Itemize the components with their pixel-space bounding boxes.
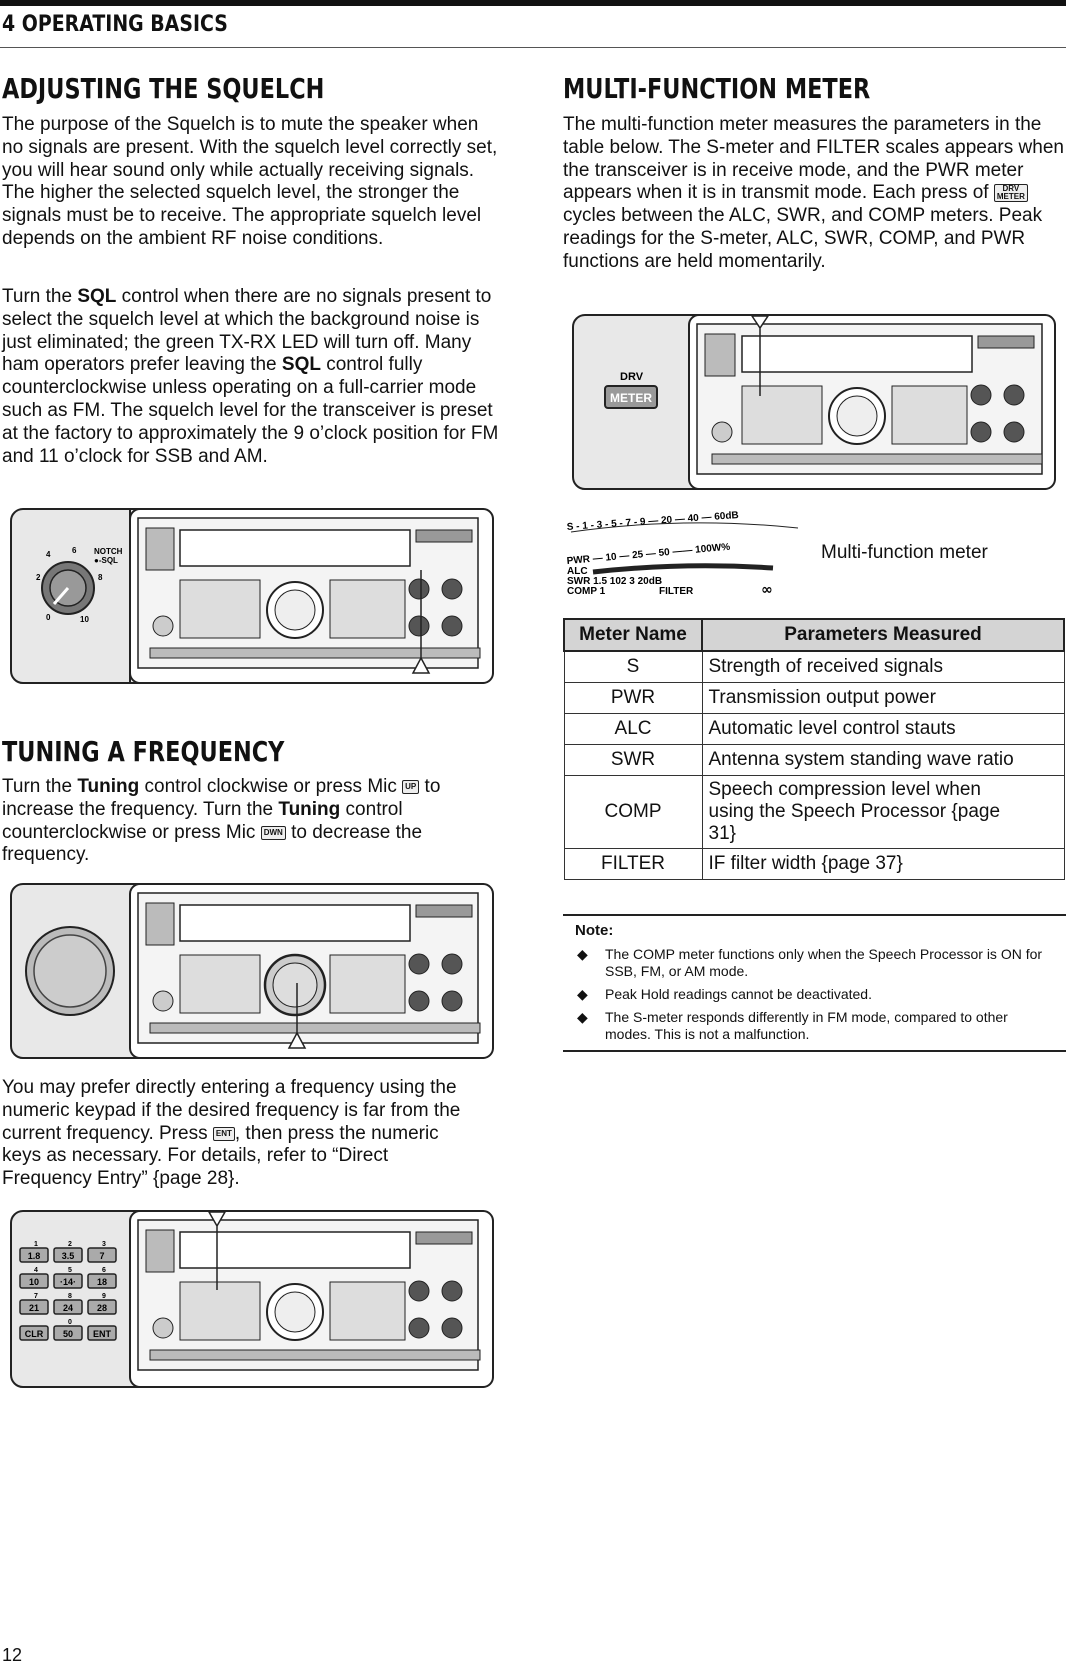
tuning-paragraph-2: You may prefer directly entering a frequency using the numeric keypad if the desired frequency is far from the current frequency. Press ENT , then press the numeric keys as necessary. For details, refer to “Direct Frequency Entry” {page 28}. bbox=[2, 1077, 461, 1190]
diamond-bullet-icon: ◆ bbox=[577, 986, 588, 1002]
meter-heading: MULTI-FUNCTION METER bbox=[563, 72, 871, 105]
table-row: ALC Automatic level control stauts bbox=[564, 714, 1064, 745]
squelch-paragraph-1: The purpose of the Squelch is to mute the speaker when no signals are present. With the squelch level correctly set, you will hear sound only while actually receiving signals. The higher the selected squelch level, the stronger the signals must be to receive. The appropriate squelch level depends on the ambient RF noise conditions. bbox=[2, 114, 498, 249]
comp-scale: COMP 1 bbox=[567, 586, 606, 597]
mic-dwn-key-icon: DWN bbox=[261, 826, 286, 840]
infinity-mark: ∞ bbox=[761, 582, 773, 598]
list-item: ◆ The COMP meter functions only when the Speech Processor is ON for SSB, FM, or AM mode. bbox=[577, 946, 1043, 979]
keypad-key-number: 1 bbox=[34, 1241, 38, 1248]
keypad-key-label: 50 bbox=[62, 1329, 74, 1339]
keypad-key-label: 3.5 bbox=[61, 1251, 75, 1261]
keypad-key-label: 1.8 bbox=[27, 1251, 41, 1261]
keypad-key-label: 10 bbox=[28, 1277, 40, 1287]
table-row: FILTER IF filter width {page 37} bbox=[564, 849, 1064, 880]
column-header-parameters: Parameters Measured bbox=[702, 619, 1064, 651]
top-border-rule bbox=[0, 0, 1066, 6]
transceiver-panel-icon bbox=[138, 893, 480, 1043]
list-item: ◆ The S-meter responds differently in FM mode, compared to other modes. This is not a malfunction. bbox=[577, 1009, 1008, 1042]
sql-control-label: SQL bbox=[77, 286, 117, 307]
sql-label: ●-SQL bbox=[94, 556, 118, 565]
transceiver-panel-icon bbox=[138, 518, 480, 668]
swr-scale: SWR 1.5 102 3 20dB bbox=[567, 576, 663, 587]
meter-scale-figure bbox=[563, 508, 813, 600]
keypad-key-number: 9 bbox=[102, 1293, 106, 1300]
diamond-bullet-icon: ◆ bbox=[577, 946, 588, 962]
note-title: Note: bbox=[575, 922, 614, 939]
keypad-key-label: 21 bbox=[28, 1303, 40, 1313]
tuning-heading: TUNING A FREQUENCY bbox=[2, 735, 285, 768]
tuning-knob-icon bbox=[26, 927, 114, 1015]
meter-caption: Multi-function meter bbox=[821, 542, 988, 563]
list-item: ◆ Peak Hold readings cannot be deactivated. bbox=[577, 986, 872, 1002]
keypad-key-label: ·14· bbox=[59, 1277, 77, 1287]
meter-button-label: METER bbox=[610, 391, 652, 405]
keypad-figure bbox=[10, 1210, 494, 1388]
table-row: COMP Speech compression level when using the Speech Processor {page 31} bbox=[564, 776, 1064, 849]
keypad-key-number: 0 bbox=[68, 1319, 72, 1326]
mic-up-key-icon: UP bbox=[402, 780, 419, 794]
dial-mark-4: 4 bbox=[46, 550, 51, 559]
keypad-key-number: 3 bbox=[102, 1241, 106, 1248]
keypad-key-number: 4 bbox=[34, 1267, 38, 1274]
dial-mark-6: 6 bbox=[72, 546, 77, 555]
keypad-key-label: CLR bbox=[24, 1329, 44, 1339]
drv-label: DRV bbox=[620, 371, 644, 383]
squelch-figure bbox=[10, 508, 494, 684]
keypad-key-label: 18 bbox=[96, 1277, 108, 1287]
squelch-paragraph-2: Turn the SQL control when there are no signals present to select the squelch level at which the background noise is just eliminated; the green TX-RX LED will turn off. Many ham operators prefer leaving the SQL control fully counterclockwise unless operating on a full-carrier mode such as FM. The squelch level for the transceiver is preset at the factory to approximately the 9 o’clock position for FM and 11 o’clock for SSB and AM. bbox=[2, 286, 499, 467]
keypad-key-number: 2 bbox=[68, 1241, 72, 1248]
dial-mark-2: 2 bbox=[36, 573, 41, 582]
table-row: SWR Antenna system standing wave ratio bbox=[564, 745, 1064, 776]
pwr-scale: PWR — 10 — 25 — 50 —— 100W% bbox=[566, 541, 731, 567]
ent-key-icon: ENT bbox=[213, 1127, 235, 1141]
keypad-key-label: 7 bbox=[99, 1251, 105, 1261]
sql-control-label-2: SQL bbox=[281, 354, 321, 376]
table-row: PWR Transmission output power bbox=[564, 683, 1064, 714]
tuning-figure bbox=[10, 883, 494, 1059]
alc-scale: ALC bbox=[567, 566, 588, 577]
keypad-key-number: 5 bbox=[68, 1267, 72, 1274]
meter-button-figure bbox=[572, 314, 1056, 490]
column-header-meter-name: Meter Name bbox=[564, 619, 702, 651]
transceiver-panel-icon bbox=[697, 324, 1042, 474]
notch-label: NOTCH bbox=[94, 547, 123, 556]
header-rule bbox=[0, 47, 1066, 48]
keypad-key-label: 24 bbox=[62, 1303, 74, 1313]
drv-meter-key-icon: DRV METER bbox=[994, 184, 1028, 202]
meter-table bbox=[563, 618, 1065, 880]
dial-mark-10: 10 bbox=[80, 615, 89, 624]
keypad-key-number: 6 bbox=[102, 1267, 106, 1274]
sql-knob-icon bbox=[42, 562, 94, 614]
filter-scale: FILTER bbox=[659, 586, 694, 597]
dial-mark-8: 8 bbox=[98, 573, 103, 582]
table-header-row bbox=[564, 619, 1064, 651]
keypad-key-number: 7 bbox=[34, 1293, 38, 1300]
diamond-bullet-icon: ◆ bbox=[577, 1009, 588, 1025]
page-number: 12 bbox=[2, 1645, 23, 1665]
meter-paragraph: The multi-function meter measures the parameters in the table below. The S-meter and FILTER scales appears when the transceiver is in receive mode, and the PWR meter appears when it is in transmit mode. Each press of DRV METER cycles between the ALC, SWR, and COMP meters. Peak readings for the S-meter, ALC, SWR, COMP, and PWR functions are held momentarily. bbox=[563, 114, 1064, 272]
squelch-heading: ADJUSTING THE SQUELCH bbox=[2, 72, 325, 105]
tuning-paragraph-1: Turn the Tuning control clockwise or press Mic UP to increase the frequency. Turn the Tuning control counterclockwise or press Mic DWN to decrease the frequency. bbox=[2, 776, 441, 866]
transceiver-panel-icon bbox=[138, 1220, 480, 1370]
keypad-key-label: 28 bbox=[96, 1303, 108, 1313]
dial-mark-0: 0 bbox=[46, 613, 51, 622]
alc-bar bbox=[593, 566, 773, 572]
table-row: S Strength of received signals bbox=[564, 651, 1064, 683]
keypad-key-number: 8 bbox=[68, 1293, 72, 1300]
note-list bbox=[575, 946, 1055, 1049]
section-header: 4 OPERATING BASICS bbox=[2, 12, 228, 37]
s-meter-scale: S - 1 - 3 - 5 - 7 - 9 — 20 — 40 — 60dB bbox=[566, 510, 740, 533]
note-box bbox=[563, 914, 1066, 1052]
keypad-key-label: ENT bbox=[93, 1329, 111, 1339]
